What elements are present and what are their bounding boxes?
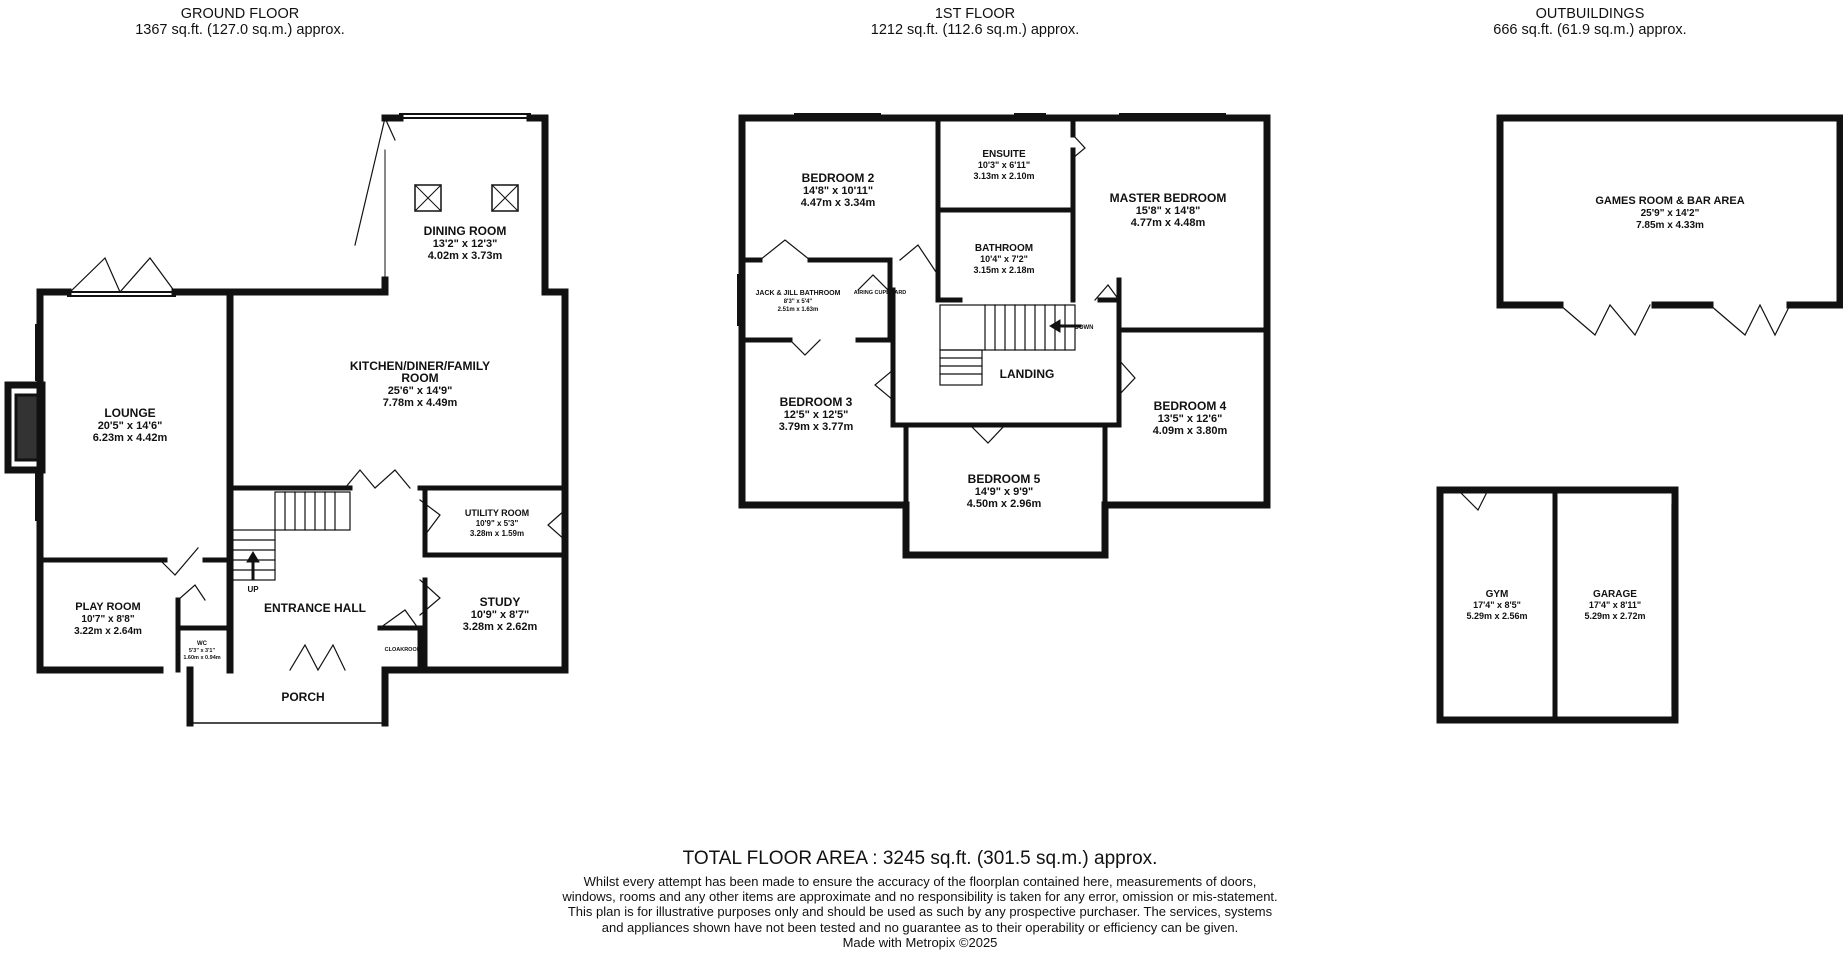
garage-name: GARAGE (1593, 589, 1637, 600)
wc-imperial: 5'3" x 3'1" (188, 648, 216, 654)
disclaimer-text: Whilst every attempt has been made to ensure the accuracy of the floorplan contained here, measurements of doors, windows, rooms and any other items are approximate and no responsibility is taken for any error, omission or mis-statement. This plan is for illustrative purposes only and should be used as such by any prospective purchaser. The services, systems and appliances shown have not been tested and no guarantee as to their operability or efficiency can be given. (562, 874, 1278, 935)
master-bedroom-name: MASTER BEDROOM (1109, 191, 1227, 205)
games-room-metric: 7.85m x 4.33m (1636, 220, 1704, 231)
dining-room-imperial: 13'2" x 12'3" (432, 238, 498, 250)
ensuite-name: ENSUITE (982, 149, 1026, 160)
bedroom-2-imperial: 14'8" x 10'11" (802, 185, 874, 197)
lounge-name: LOUNGE (104, 406, 156, 420)
gym-name: GYM (1485, 589, 1509, 600)
ensuite-imperial: 10'3" x 6'11" (977, 160, 1031, 170)
stairs-up-label: UP (247, 585, 259, 594)
bedroom-2-metric: 4.47m x 3.34m (800, 197, 876, 209)
bedroom-2-name: BEDROOM 2 (801, 171, 875, 185)
kitchen-metric: 7.78m x 4.49m (382, 397, 458, 409)
lounge-imperial: 20'5" x 14'6" (97, 420, 163, 432)
first-floor-area: 1212 sq.ft. (112.6 sq.m.) approx. (870, 22, 1080, 38)
ensuite-metric: 3.13m x 2.10m (973, 171, 1035, 181)
games-room-name: GAMES ROOM & BAR AREA (1595, 195, 1745, 207)
play-room-name: PLAY ROOM (75, 601, 141, 613)
bedroom-5-name: BEDROOM 5 (967, 472, 1041, 486)
gym-imperial: 17'4" x 8'5" (1473, 600, 1521, 610)
wc-name: WC (197, 641, 207, 647)
outbuildings-area: 666 sq.ft. (61.9 sq.m.) approx. (1493, 22, 1687, 38)
garage-imperial: 17'4" x 8'11" (1588, 600, 1642, 610)
play-room-metric: 3.22m x 2.64m (74, 626, 142, 637)
play-room-imperial: 10'7" x 8'8" (81, 614, 135, 625)
first-floor-title: 1ST FLOOR (934, 6, 1016, 22)
bedroom-4-imperial: 13'5" x 12'6" (1157, 413, 1223, 425)
utility-room-imperial: 10'9" x 5'3" (475, 519, 519, 528)
cloakroom-name: CLOAKROOM (384, 647, 422, 653)
gym-metric: 5.29m x 2.56m (1466, 611, 1528, 621)
garage-metric: 5.29m x 2.72m (1584, 611, 1646, 621)
porch-name: PORCH (281, 690, 325, 704)
bedroom-5-metric: 4.50m x 2.96m (966, 498, 1042, 510)
bathroom-metric: 3.15m x 2.18m (973, 265, 1035, 275)
ground-floor-area: 1367 sq.ft. (127.0 sq.m.) approx. (135, 22, 345, 38)
bedroom-3-name: BEDROOM 3 (779, 395, 853, 409)
footer (560, 848, 1280, 950)
wc-metric: 1.60m x 0.94m (183, 655, 221, 661)
bedroom-4-name: BEDROOM 4 (1153, 399, 1227, 413)
games-room-imperial: 25'9" x 14'2" (1640, 208, 1700, 219)
bedroom-3-metric: 3.79m x 3.77m (778, 421, 854, 433)
kitchen-name-line1: KITCHEN/DINER/FAMILY (349, 359, 491, 373)
stairs-down-label: DOWN (1074, 325, 1094, 331)
kitchen-imperial: 25'6" x 14'9" (387, 385, 453, 397)
study-metric: 3.28m x 2.62m (462, 621, 538, 633)
outbuildings-title: OUTBUILDINGS (1535, 6, 1645, 22)
ground-floor-title: GROUND FLOOR (180, 6, 300, 22)
dining-room-metric: 4.02m x 3.73m (427, 250, 503, 262)
bathroom-name: BATHROOM (974, 243, 1034, 254)
bedroom-3-imperial: 12'5" x 12'5" (783, 409, 849, 421)
jack-jill-bathroom-metric: 2.51m x 1.63m (777, 307, 819, 313)
metropix-credit: Made with Metropix ©2025 (842, 934, 998, 950)
bedroom-5-imperial: 14'9" x 9'9" (974, 486, 1034, 498)
master-bedroom-imperial: 15'8" x 14'8" (1135, 205, 1201, 217)
jack-jill-bathroom-name: JACK & JILL BATHROOM (755, 290, 841, 297)
utility-room-name: UTILITY ROOM (464, 508, 530, 518)
study-name: STUDY (479, 595, 521, 609)
utility-room-metric: 3.28m x 1.59m (469, 529, 525, 538)
bedroom-4-metric: 4.09m x 3.80m (1152, 425, 1228, 437)
lounge-metric: 6.23m x 4.42m (92, 432, 168, 444)
kitchen-name-line2: ROOM (401, 371, 439, 385)
master-bedroom-metric: 4.77m x 4.48m (1130, 217, 1206, 229)
landing-name: LANDING (999, 367, 1055, 381)
jack-jill-bathroom-imperial: 8'3" x 5'4" (783, 299, 813, 305)
bathroom-imperial: 10'4" x 7'2" (980, 254, 1028, 264)
total-floor-area: TOTAL FLOOR AREA : 3245 sq.ft. (301.5 sq.m.) approx. (682, 848, 1158, 869)
dining-room-name: DINING ROOM (423, 224, 507, 238)
airing-cupboard-name: AIRING CUPBOARD (853, 290, 907, 296)
study-imperial: 10'9" x 8'7" (470, 609, 530, 621)
entrance-hall-name: ENTRANCE HALL (264, 601, 366, 615)
